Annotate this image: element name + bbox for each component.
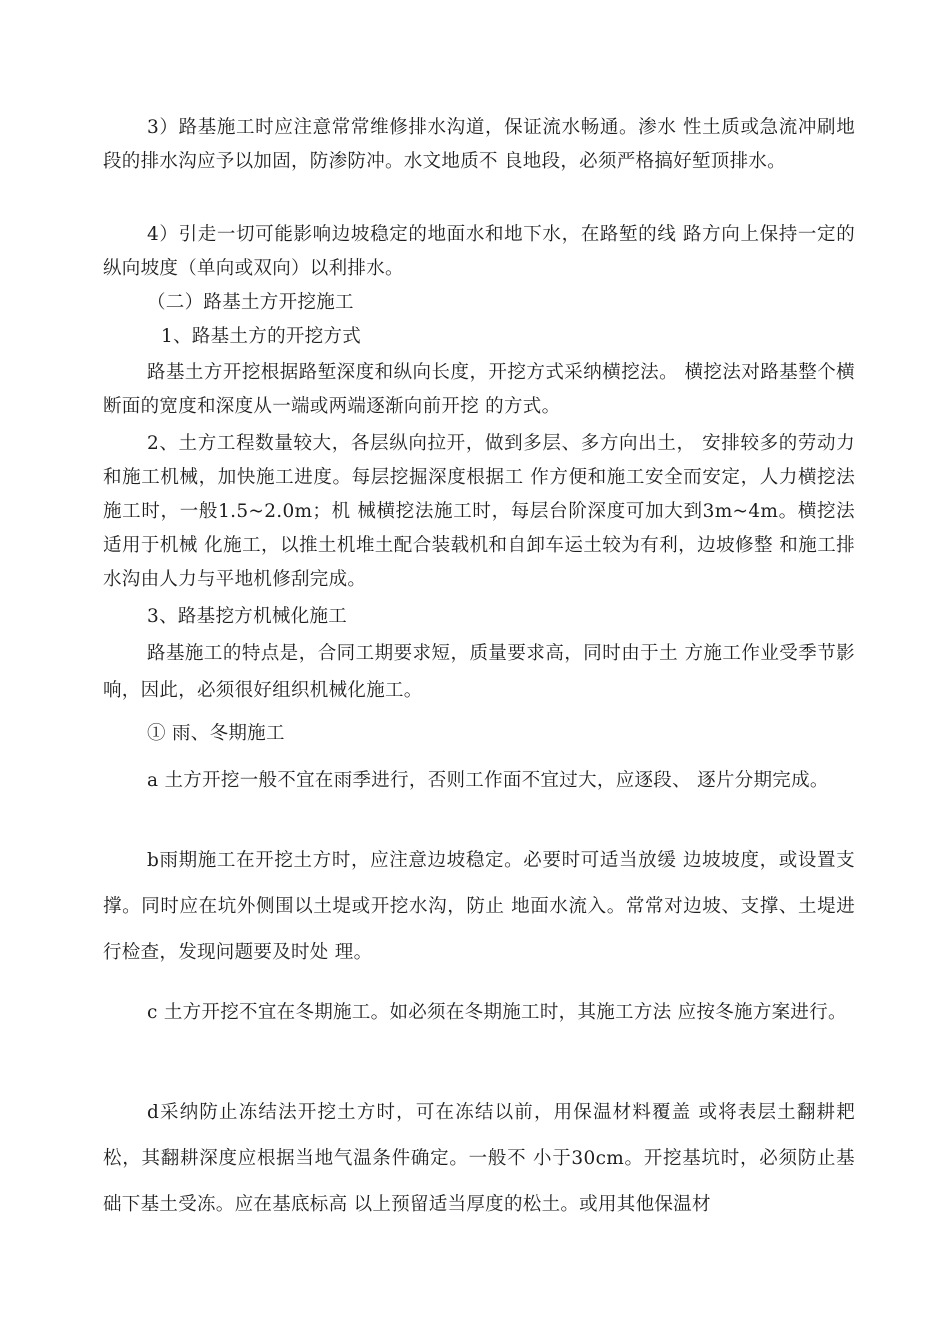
paragraph-divert-water: 4）引走一切可能影响边坡稳定的地面水和地下水，在路堑的线 路方向上保持一定的纵向坡度（单向或双向）以利排水。: [103, 224, 855, 279]
paragraph-item-c: c 土方开挖不宜在冬期施工。如必须在冬期施工时，其施工方法 应按冬施方案进行。: [147, 1002, 847, 1023]
paragraph-earthwork-quantity: 2、土方工程数量较大，各层纵向拉开，做到多层、多方向出土， 安排较多的劳动力和施工机械，加快施工进度。每层挖掘深度根据工 作方便和施工安全而安定，人力横挖法施工时，一般1.5~2.0m；机 械横挖法施工时，每层台阶深度可加大到3m~4m。横挖法适用于机械 化施工，以推土机堆土配合装载机和自卸车运土较为有利，边坡修整 和施工排水沟由人力与平地机修刮完成。: [103, 433, 855, 590]
paragraph-item-a: a 土方开挖一般不宜在雨季进行，否则工作面不宜过大，应逐段、 逐片分期完成。: [147, 770, 829, 791]
paragraph-construction-features: 路基施工的特点是，合同工期要求短，质量要求高，同时由于土 方施工作业受季节影响，因此，必须很好组织机械化施工。: [103, 643, 855, 701]
paragraph-drainage-maintenance: 3）路基施工时应注意常常维修排水沟道，保证流水畅通。渗水 性土质或急流冲刷地段的排水沟应予以加固，防渗防冲。水文地质不 良地段，必须严格搞好堑顶排水。: [103, 117, 855, 172]
subheading-rain-winter: ① 雨、冬期施工: [147, 723, 285, 744]
paragraph-cross-excavation: 路基土方开挖根据路堑深度和纵向长度，开挖方式采纳横挖法。 横挖法对路基整个横断面的宽度和深度从一端或两端逐渐向前开挖 的方式。: [103, 362, 855, 417]
paragraph-item-d: d采纳防止冻结法开挖土方时，可在冻结以前，用保温材料覆盖 或将表层土翻耕耙松，其翻耕深度应根据当地气温条件确定。一般不 小于30cm。开挖基坑时，必须防止基础下基土受冻。应在基底标高 以上预留适当厚度的松土。或用其他保温材: [103, 1102, 855, 1215]
paragraph-item-b: b雨期施工在开挖土方时，应注意边坡稳定。必要时可适当放缓 边坡坡度，或设置支撑。同时应在坑外侧围以土堤或开挖水沟，防止 地面水流入。常常对边坡、支撑、土堤进行检查，发现问题要及时处 理。: [103, 850, 855, 963]
subheading-excavation-method: 1、路基土方的开挖方式: [161, 326, 362, 347]
section-heading-earthwork-excavation: （二）路基土方开挖施工: [147, 292, 354, 313]
subheading-mechanized-construction: 3、路基挖方机械化施工: [147, 606, 348, 627]
